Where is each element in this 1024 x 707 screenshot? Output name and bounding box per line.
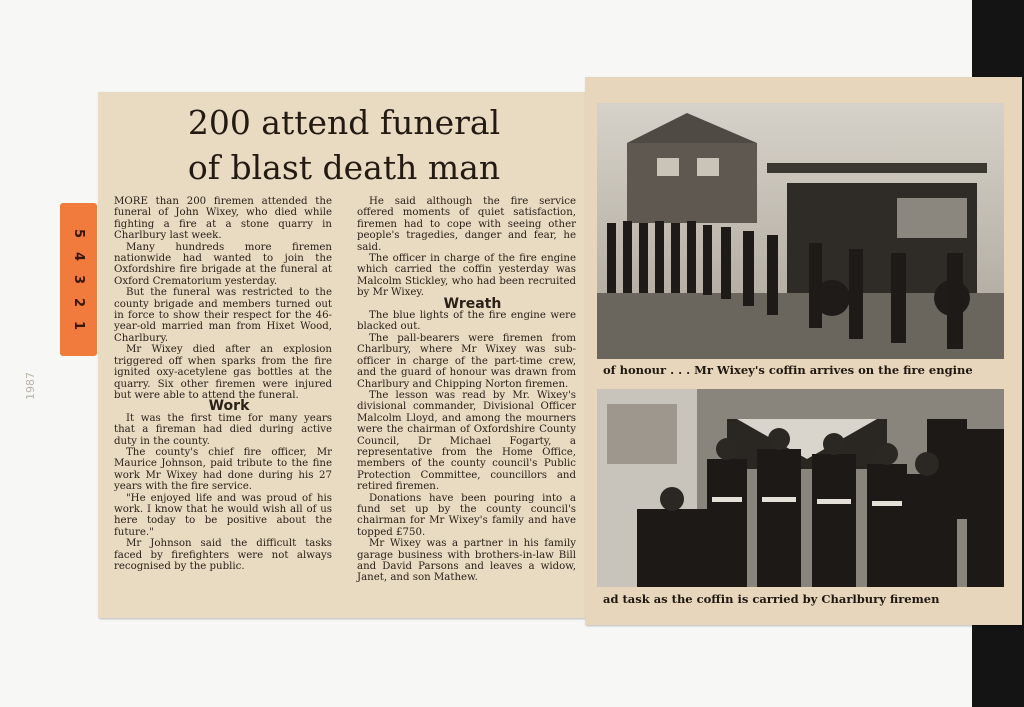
paragraph: The pall-bearers were firemen from Charlbury, where Mr Wixey was sub-officer in charge of the part-time crew, and the guard of honour was drawn from Charlbury and Chipping Norton firemen. bbox=[357, 332, 576, 390]
date-stamp: 1987 bbox=[24, 372, 37, 400]
photo-caption-1: of honour . . . Mr Wixey's coffin arrives on the fire engine bbox=[603, 363, 973, 377]
article-column-1 bbox=[114, 196, 332, 572]
headline-line-1: 200 attend funeral bbox=[187, 103, 501, 142]
paragraph: The lesson was read by Mr. Wixey's divisional commander, Divisional Officer Malcolm Lloyd, and among the mourners were the chairman of Oxfordshire County Council, Dr Michael Fogarty, a representative from the Home Office, members of the county council's Public Protection Committee, councillors and retired firemen. bbox=[357, 389, 576, 493]
photo-pall-bearers bbox=[597, 389, 1004, 587]
sticker-number: 5 bbox=[70, 228, 86, 239]
paragraph: MORE than 200 firemen attended the funeral of John Wixey, who died while fighting a fire at a stone quarry in Charlbury last week. bbox=[114, 196, 332, 242]
fire-engine-photo-image bbox=[597, 103, 1004, 359]
paragraph: Donations have been pouring into a fund set up by the county council's chairman for Mr Wixey's family and have topped £750. bbox=[357, 492, 576, 538]
subheading-wreath: Wreath bbox=[443, 295, 502, 312]
paragraph: Mr Johnson said the difficult tasks faced by firefighters were not always recognised by the public. bbox=[114, 538, 332, 572]
paragraph: The officer in charge of the fire engine which carried the coffin yesterday was Malcolm Stickley, who had been recruited by Mr Wixey. bbox=[357, 253, 576, 299]
sticker-number: 1 bbox=[70, 320, 86, 331]
index-sticker bbox=[60, 203, 97, 356]
paragraph: Many hundreds more firemen nationwide had wanted to join the Oxfordshire fire brigade at the funeral at Oxford Crematorium yesterday. bbox=[114, 241, 332, 287]
sticker-number: 4 bbox=[70, 251, 86, 262]
paragraph: But the funeral was restricted to the county brigade and members turned out in force to show their respect for the 46-year-old married man from Hixet Wood, Charlbury. bbox=[114, 287, 332, 344]
paragraph: Mr Wixey died after an explosion triggered off when sparks from the fire ignited oxy-acetylene gas bottles at the quarry. Six other firemen were injured but were able to attend the funeral. bbox=[114, 344, 332, 401]
photo-clipping bbox=[585, 77, 1022, 625]
sticker-number: 3 bbox=[70, 274, 86, 285]
photo-caption-2: ad task as the coffin is carried by Charlbury firemen bbox=[603, 592, 940, 606]
headline-line-2: of blast death man bbox=[187, 148, 501, 187]
paragraph: The county's chief fire officer, Mr Maurice Johnson, paid tribute to the fine work Mr Wixey had done during his 27 years with the fire service. bbox=[114, 446, 332, 493]
paragraph: The blue lights of the fire engine were blacked out. bbox=[357, 310, 576, 333]
headline bbox=[98, 100, 590, 190]
sticker-number: 2 bbox=[70, 297, 86, 308]
paragraph: He said although the fire service offered moments of quiet satisfaction, firemen had to cope with seeing other people's tragedies, danger and fear, he said. bbox=[357, 196, 576, 253]
paragraph: It was the first time for many years that a fireman had died during active duty in the county. bbox=[114, 412, 332, 447]
article-clipping bbox=[98, 92, 590, 618]
subheading-work: Work bbox=[208, 398, 250, 415]
article-column-2 bbox=[357, 196, 576, 584]
paragraph: Mr Wixey was a partner in his family garage business with brothers-in-law Bill and David Parsons and leaves a widow, Janet, and son Mathew. bbox=[357, 538, 576, 584]
paragraph: "He enjoyed life and was proud of his work. I know that he would wish all of us here today to be positive about the future." bbox=[114, 492, 332, 538]
photo-fire-engine bbox=[597, 103, 1004, 359]
pall-bearers-photo-image bbox=[597, 389, 1004, 587]
